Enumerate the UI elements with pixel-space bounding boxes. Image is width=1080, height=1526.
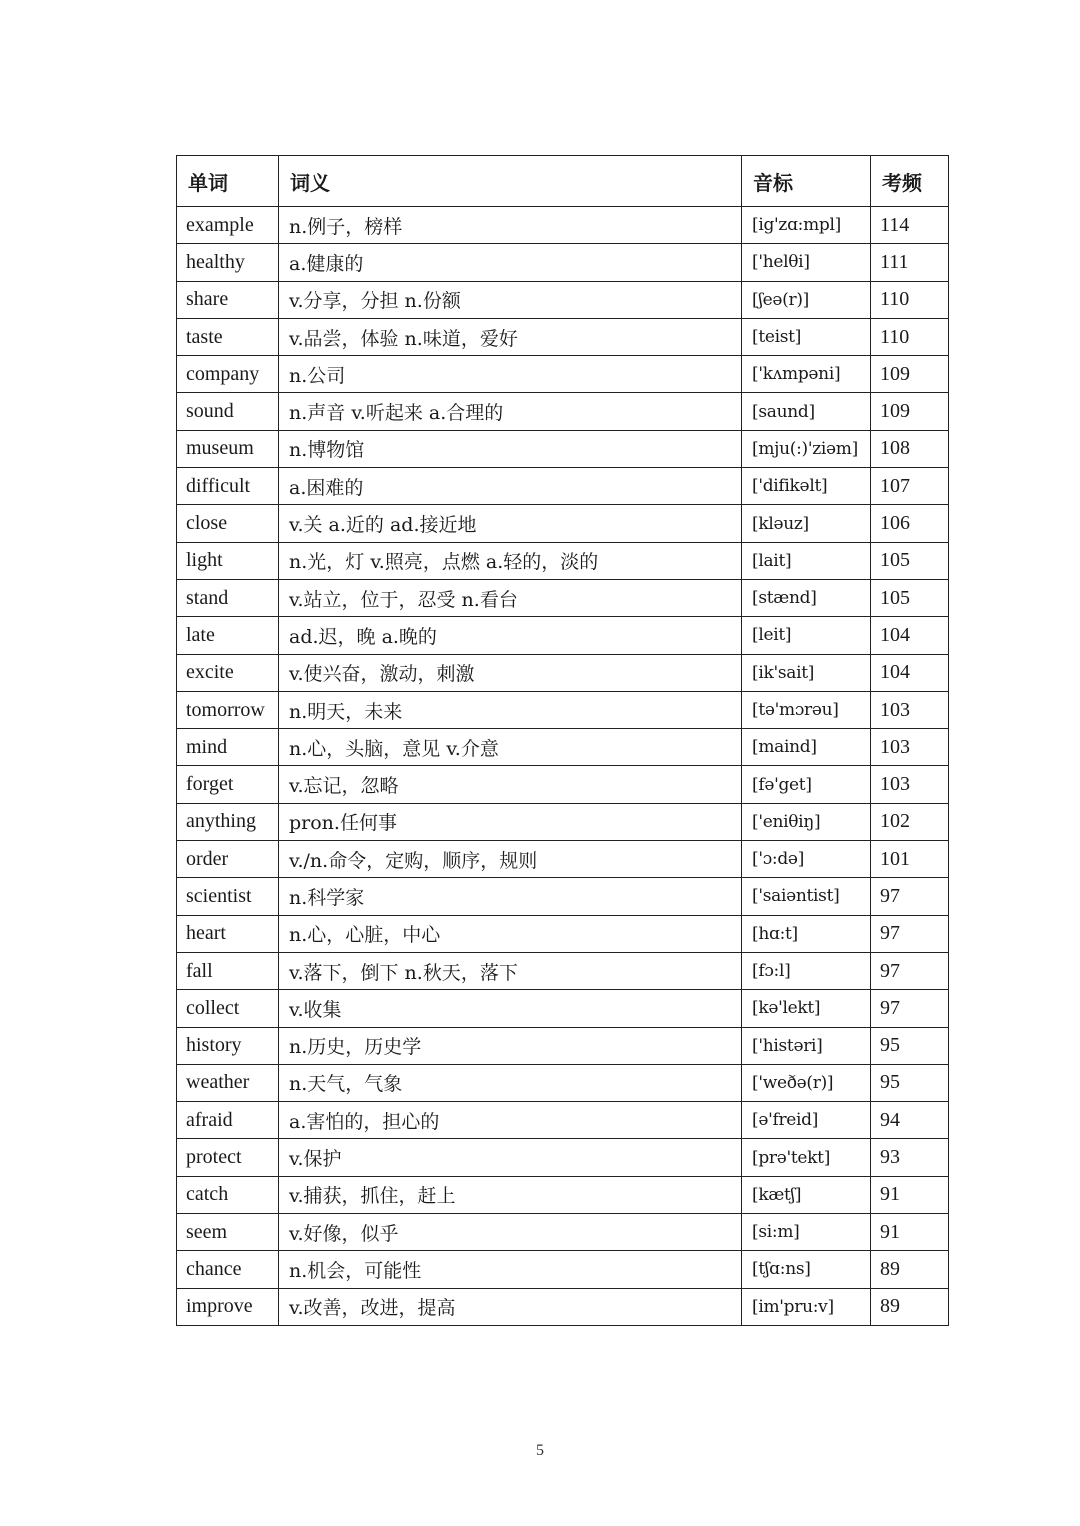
word-cell: history bbox=[177, 1027, 279, 1064]
header-word: 单词 bbox=[177, 156, 279, 207]
word-cell: company bbox=[177, 356, 279, 393]
meaning-cell: pron.任何事 bbox=[279, 803, 742, 840]
table-row bbox=[177, 207, 949, 244]
meaning-cell: v.保护 bbox=[279, 1139, 742, 1176]
table-row bbox=[177, 617, 949, 654]
word-cell: healthy bbox=[177, 244, 279, 281]
phonetic-cell: [maind] bbox=[742, 729, 871, 766]
meaning-cell: v./n.命令，定购，顺序，规则 bbox=[279, 841, 742, 878]
meaning-cell: v.好像，似乎 bbox=[279, 1214, 742, 1251]
table-row bbox=[177, 430, 949, 467]
meaning-cell: n.公司 bbox=[279, 356, 742, 393]
meaning-cell: n.例子，榜样 bbox=[279, 207, 742, 244]
table-row bbox=[177, 841, 949, 878]
meaning-cell: n.光，灯 v.照亮，点燃 a.轻的，淡的 bbox=[279, 542, 742, 579]
word-cell: order bbox=[177, 841, 279, 878]
frequency-cell: 108 bbox=[871, 430, 949, 467]
word-cell: museum bbox=[177, 430, 279, 467]
meaning-cell: v.站立，位于，忍受 n.看台 bbox=[279, 579, 742, 616]
meaning-cell: v.关 a.近的 ad.接近地 bbox=[279, 505, 742, 542]
phonetic-cell: [kætʃ] bbox=[742, 1176, 871, 1213]
phonetic-cell: [im'pru:v] bbox=[742, 1288, 871, 1325]
word-cell: light bbox=[177, 542, 279, 579]
frequency-cell: 91 bbox=[871, 1214, 949, 1251]
frequency-cell: 111 bbox=[871, 244, 949, 281]
meaning-cell: v.忘记，忽略 bbox=[279, 766, 742, 803]
word-cell: forget bbox=[177, 766, 279, 803]
table-row bbox=[177, 729, 949, 766]
phonetic-cell: [tʃɑ:ns] bbox=[742, 1251, 871, 1288]
meaning-cell: a.健康的 bbox=[279, 244, 742, 281]
word-cell: tomorrow bbox=[177, 691, 279, 728]
frequency-cell: 110 bbox=[871, 281, 949, 318]
frequency-cell: 89 bbox=[871, 1251, 949, 1288]
table-row bbox=[177, 281, 949, 318]
table-body bbox=[177, 207, 949, 1326]
meaning-cell: v.品尝，体验 n.味道，爱好 bbox=[279, 318, 742, 355]
frequency-cell: 107 bbox=[871, 468, 949, 505]
table-row bbox=[177, 878, 949, 915]
phonetic-cell: [mju(:)'ziəm] bbox=[742, 430, 871, 467]
word-cell: sound bbox=[177, 393, 279, 430]
header-phonetic: 音标 bbox=[742, 156, 871, 207]
frequency-cell: 103 bbox=[871, 729, 949, 766]
frequency-cell: 105 bbox=[871, 579, 949, 616]
frequency-cell: 97 bbox=[871, 878, 949, 915]
frequency-cell: 109 bbox=[871, 356, 949, 393]
phonetic-cell: [ʃeə(r)] bbox=[742, 281, 871, 318]
frequency-cell: 105 bbox=[871, 542, 949, 579]
table-row bbox=[177, 1288, 949, 1325]
table-row bbox=[177, 1176, 949, 1213]
word-cell: difficult bbox=[177, 468, 279, 505]
phonetic-cell: [si:m] bbox=[742, 1214, 871, 1251]
word-cell: example bbox=[177, 207, 279, 244]
word-cell: anything bbox=[177, 803, 279, 840]
table-row bbox=[177, 654, 949, 691]
table-row bbox=[177, 244, 949, 281]
word-cell: taste bbox=[177, 318, 279, 355]
frequency-cell: 95 bbox=[871, 1027, 949, 1064]
word-cell: collect bbox=[177, 990, 279, 1027]
phonetic-cell: [stænd] bbox=[742, 579, 871, 616]
phonetic-cell: ['kʌmpəni] bbox=[742, 356, 871, 393]
word-cell: fall bbox=[177, 952, 279, 989]
frequency-cell: 109 bbox=[871, 393, 949, 430]
word-cell: mind bbox=[177, 729, 279, 766]
table-header-row bbox=[177, 156, 949, 207]
table-row bbox=[177, 356, 949, 393]
meaning-cell: ad.迟，晚 a.晚的 bbox=[279, 617, 742, 654]
phonetic-cell: ['helθi] bbox=[742, 244, 871, 281]
meaning-cell: n.博物馆 bbox=[279, 430, 742, 467]
word-cell: stand bbox=[177, 579, 279, 616]
word-cell: excite bbox=[177, 654, 279, 691]
frequency-cell: 110 bbox=[871, 318, 949, 355]
phonetic-cell: [lait] bbox=[742, 542, 871, 579]
phonetic-cell: [ik'sait] bbox=[742, 654, 871, 691]
table-row bbox=[177, 1102, 949, 1139]
frequency-cell: 94 bbox=[871, 1102, 949, 1139]
table-row bbox=[177, 505, 949, 542]
header-frequency: 考频 bbox=[871, 156, 949, 207]
meaning-cell: n.心，头脑，意见 v.介意 bbox=[279, 729, 742, 766]
meaning-cell: v.收集 bbox=[279, 990, 742, 1027]
table-row bbox=[177, 766, 949, 803]
meaning-cell: n.天气，气象 bbox=[279, 1064, 742, 1101]
table-row bbox=[177, 1139, 949, 1176]
table-row bbox=[177, 915, 949, 952]
frequency-cell: 93 bbox=[871, 1139, 949, 1176]
word-cell: scientist bbox=[177, 878, 279, 915]
vocabulary-table bbox=[176, 155, 949, 1326]
meaning-cell: n.历史，历史学 bbox=[279, 1027, 742, 1064]
phonetic-cell: [leit] bbox=[742, 617, 871, 654]
meaning-cell: v.分享，分担 n.份额 bbox=[279, 281, 742, 318]
phonetic-cell: [tə'mɔrəu] bbox=[742, 691, 871, 728]
frequency-cell: 114 bbox=[871, 207, 949, 244]
meaning-cell: v.捕获，抓住，赶上 bbox=[279, 1176, 742, 1213]
phonetic-cell: [hɑ:t] bbox=[742, 915, 871, 952]
frequency-cell: 106 bbox=[871, 505, 949, 542]
table-row bbox=[177, 1214, 949, 1251]
frequency-cell: 89 bbox=[871, 1288, 949, 1325]
word-cell: heart bbox=[177, 915, 279, 952]
meaning-cell: n.声音 v.听起来 a.合理的 bbox=[279, 393, 742, 430]
meaning-cell: v.使兴奋，激动，刺激 bbox=[279, 654, 742, 691]
frequency-cell: 101 bbox=[871, 841, 949, 878]
meaning-cell: v.改善，改进，提高 bbox=[279, 1288, 742, 1325]
word-cell: afraid bbox=[177, 1102, 279, 1139]
table-row bbox=[177, 952, 949, 989]
phonetic-cell: ['difikəlt] bbox=[742, 468, 871, 505]
table-row bbox=[177, 318, 949, 355]
meaning-cell: v.落下，倒下 n.秋天，落下 bbox=[279, 952, 742, 989]
phonetic-cell: [prə'tekt] bbox=[742, 1139, 871, 1176]
table-row bbox=[177, 579, 949, 616]
frequency-cell: 97 bbox=[871, 915, 949, 952]
phonetic-cell: ['saiəntist] bbox=[742, 878, 871, 915]
phonetic-cell: [kə'lekt] bbox=[742, 990, 871, 1027]
phonetic-cell: [saund] bbox=[742, 393, 871, 430]
meaning-cell: a.困难的 bbox=[279, 468, 742, 505]
word-cell: share bbox=[177, 281, 279, 318]
frequency-cell: 91 bbox=[871, 1176, 949, 1213]
phonetic-cell: [teist] bbox=[742, 318, 871, 355]
meaning-cell: n.机会，可能性 bbox=[279, 1251, 742, 1288]
phonetic-cell: [fə'get] bbox=[742, 766, 871, 803]
table-row bbox=[177, 1027, 949, 1064]
word-cell: protect bbox=[177, 1139, 279, 1176]
table-row bbox=[177, 803, 949, 840]
frequency-cell: 103 bbox=[871, 691, 949, 728]
word-cell: improve bbox=[177, 1288, 279, 1325]
meaning-cell: n.科学家 bbox=[279, 878, 742, 915]
frequency-cell: 95 bbox=[871, 1064, 949, 1101]
table-row bbox=[177, 1251, 949, 1288]
header-meaning: 词义 bbox=[279, 156, 742, 207]
frequency-cell: 97 bbox=[871, 990, 949, 1027]
table-row bbox=[177, 393, 949, 430]
word-cell: seem bbox=[177, 1214, 279, 1251]
frequency-cell: 102 bbox=[871, 803, 949, 840]
frequency-cell: 104 bbox=[871, 617, 949, 654]
phonetic-cell: ['histəri] bbox=[742, 1027, 871, 1064]
phonetic-cell: [ə'freid] bbox=[742, 1102, 871, 1139]
word-cell: late bbox=[177, 617, 279, 654]
word-cell: weather bbox=[177, 1064, 279, 1101]
phonetic-cell: ['eniθiŋ] bbox=[742, 803, 871, 840]
meaning-cell: a.害怕的，担心的 bbox=[279, 1102, 742, 1139]
table-row bbox=[177, 1064, 949, 1101]
phonetic-cell: [fɔ:l] bbox=[742, 952, 871, 989]
table-row bbox=[177, 691, 949, 728]
phonetic-cell: ['weðə(r)] bbox=[742, 1064, 871, 1101]
table-row bbox=[177, 542, 949, 579]
word-cell: close bbox=[177, 505, 279, 542]
table-row bbox=[177, 468, 949, 505]
frequency-cell: 97 bbox=[871, 952, 949, 989]
phonetic-cell: ['ɔ:də] bbox=[742, 841, 871, 878]
word-cell: catch bbox=[177, 1176, 279, 1213]
frequency-cell: 104 bbox=[871, 654, 949, 691]
meaning-cell: n.心，心脏，中心 bbox=[279, 915, 742, 952]
meaning-cell: n.明天，未来 bbox=[279, 691, 742, 728]
table-row bbox=[177, 990, 949, 1027]
frequency-cell: 103 bbox=[871, 766, 949, 803]
phonetic-cell: [ig'zɑ:mpl] bbox=[742, 207, 871, 244]
phonetic-cell: [kləuz] bbox=[742, 505, 871, 542]
page-number: 5 bbox=[536, 1442, 544, 1459]
word-cell: chance bbox=[177, 1251, 279, 1288]
